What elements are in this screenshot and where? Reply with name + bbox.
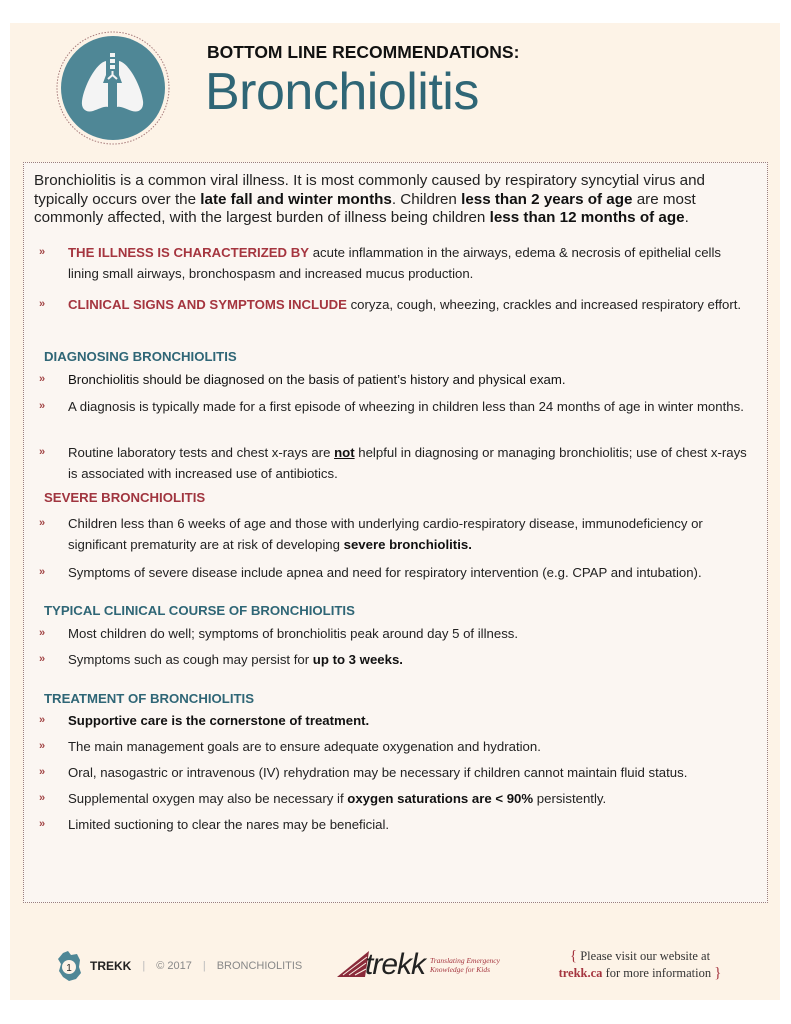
bullet-icon: » xyxy=(39,792,46,804)
bullet-icon: » xyxy=(39,766,46,778)
page-title: Bronchiolitis xyxy=(205,63,479,121)
list-item-text: The main management goals are to ensure adequate oxygenation and hydration. xyxy=(68,739,541,754)
list-item-text: persistently. xyxy=(533,791,607,806)
section-heading-severe: SEVERE BRONCHIOLITIS xyxy=(44,490,206,505)
trekk-logo xyxy=(335,945,525,983)
footer-doc-name: BRONCHIOLITIS xyxy=(216,960,303,972)
header-kicker: BOTTOM LINE RECOMMENDATIONS: xyxy=(207,42,520,62)
footer-left xyxy=(58,951,302,981)
section-heading-treatment: TREATMENT OF BRONCHIOLITIS xyxy=(44,691,255,706)
list-item xyxy=(39,562,754,583)
list-item xyxy=(39,649,754,670)
list-item xyxy=(39,762,754,783)
intro-text: are most commonly affected, with the largest burden of illness being children xyxy=(34,190,696,226)
trekk-logo-tagline xyxy=(430,956,500,974)
trekk-logo-word: trekk xyxy=(365,948,426,981)
list-item-text: Symptoms of severe disease include apnea and need for respiratory intervention (e.g. CPAP and intubation). xyxy=(68,565,702,580)
footer-separator: | xyxy=(142,960,146,972)
list-item-text: Limited suctioning to clear the nares may be beneficial. xyxy=(68,817,390,832)
section-heading-diagnosing: DIAGNOSING BRONCHIOLITIS xyxy=(44,349,237,364)
intro-text: . Children xyxy=(391,190,462,208)
footer-brand: TREKK xyxy=(90,959,132,973)
section-heading-course: TYPICAL CLINICAL COURSE OF BRONCHIOLITIS xyxy=(44,603,355,618)
list-item-text: Children less than 6 weeks of age and those with underlying cardio-respiratory disease, immunodeficiency or significant prematurity are at risk of developing xyxy=(68,516,703,552)
bullet-icon: » xyxy=(39,627,46,639)
list-item-text: Symptoms such as cough may persist for xyxy=(68,652,313,667)
list-item-text: Routine laboratory tests and chest x-rays are xyxy=(68,445,335,460)
bullet-icon: » xyxy=(39,740,46,752)
bullet-icon: » xyxy=(39,517,46,529)
brace-open: { xyxy=(569,948,578,964)
key-point xyxy=(39,294,754,315)
website-link[interactable]: trekk.ca xyxy=(558,966,603,980)
page-number-badge-icon xyxy=(58,951,82,981)
visit-website-note xyxy=(540,948,740,982)
list-item xyxy=(39,788,754,809)
list-item-text: Oral, nasogastric or intravenous (IV) rehydration may be necessary if children cannot maintain fluid status. xyxy=(68,765,688,780)
key-point-text: coryza, cough, wheezing, crackles and increased respiratory effort. xyxy=(346,297,742,312)
bullet-icon: » xyxy=(39,373,46,385)
key-point xyxy=(39,242,754,284)
list-item xyxy=(39,513,754,555)
bullet-icon: » xyxy=(39,246,46,258)
key-point-text: acute inflammation in the airways, edema & necrosis of epithelial cells lining small airways, bronchospasm and increased mucus production. xyxy=(68,245,722,281)
visit-text: Please visit our website at xyxy=(577,949,711,963)
footer-copyright: © 2017 xyxy=(156,960,192,972)
bullet-icon: » xyxy=(39,818,46,830)
list-item xyxy=(39,442,754,484)
list-item-emphasis: Supportive care is the cornerstone of treatment. xyxy=(68,713,370,728)
list-item-emphasis: severe bronchiolitis. xyxy=(343,537,472,552)
list-item xyxy=(39,369,754,390)
bullet-icon: » xyxy=(39,653,46,665)
intro-emphasis: less than 2 years of age xyxy=(461,190,633,208)
lungs-icon xyxy=(56,31,170,145)
list-item-emphasis: not xyxy=(334,445,355,460)
list-item xyxy=(39,710,754,731)
list-item-text: helpful in diagnosing or managing bronchiolitis; use of chest x-rays is associated with increased use of antibiotics. xyxy=(68,445,747,481)
bullet-icon: » xyxy=(39,400,46,412)
intro-text: Bronchiolitis is a common viral illness. It is most commonly caused by respiratory syncytial virus and typically occurs over the xyxy=(34,172,706,208)
key-point-lead: CLINICAL SIGNS AND SYMPTOMS INCLUDE xyxy=(68,297,347,312)
list-item-text: A diagnosis is typically made for a first episode of wheezing in children less than 24 months of age in winter months. xyxy=(68,399,744,414)
page-number: 1 xyxy=(66,963,72,974)
visit-text: for more information xyxy=(602,966,715,980)
intro-emphasis: less than 12 months of age xyxy=(489,209,685,226)
bullet-icon: » xyxy=(39,566,46,578)
intro-emphasis: late fall and winter months xyxy=(200,190,392,208)
list-item-text: Bronchiolitis should be diagnosed on the basis of patient’s history and physical exam. xyxy=(68,372,566,387)
bullet-icon: » xyxy=(39,446,46,458)
bullet-icon: » xyxy=(39,298,46,310)
list-item xyxy=(39,814,754,835)
list-item xyxy=(39,623,754,644)
intro-paragraph xyxy=(34,172,759,228)
content-box xyxy=(23,162,768,903)
list-item xyxy=(39,396,754,417)
list-item xyxy=(39,736,754,757)
intro-text: . xyxy=(684,209,689,226)
list-item-emphasis: oxygen saturations are < 90% xyxy=(347,791,534,806)
list-item-text: Supplemental oxygen may also be necessary if xyxy=(68,791,348,806)
footer-separator: | xyxy=(202,960,206,972)
brace-close: } xyxy=(714,965,722,981)
key-point-lead: THE ILLNESS IS CHARACTERIZED BY xyxy=(68,245,310,260)
tagline-line-1: Translating Emergency xyxy=(430,956,500,965)
tagline-line-2: Knowledge for Kids xyxy=(430,965,491,974)
bullet-icon: » xyxy=(39,714,46,726)
list-item-text: Most children do well; symptoms of bronchiolitis peak around day 5 of illness. xyxy=(68,626,519,641)
list-item-emphasis: up to 3 weeks. xyxy=(312,652,403,667)
